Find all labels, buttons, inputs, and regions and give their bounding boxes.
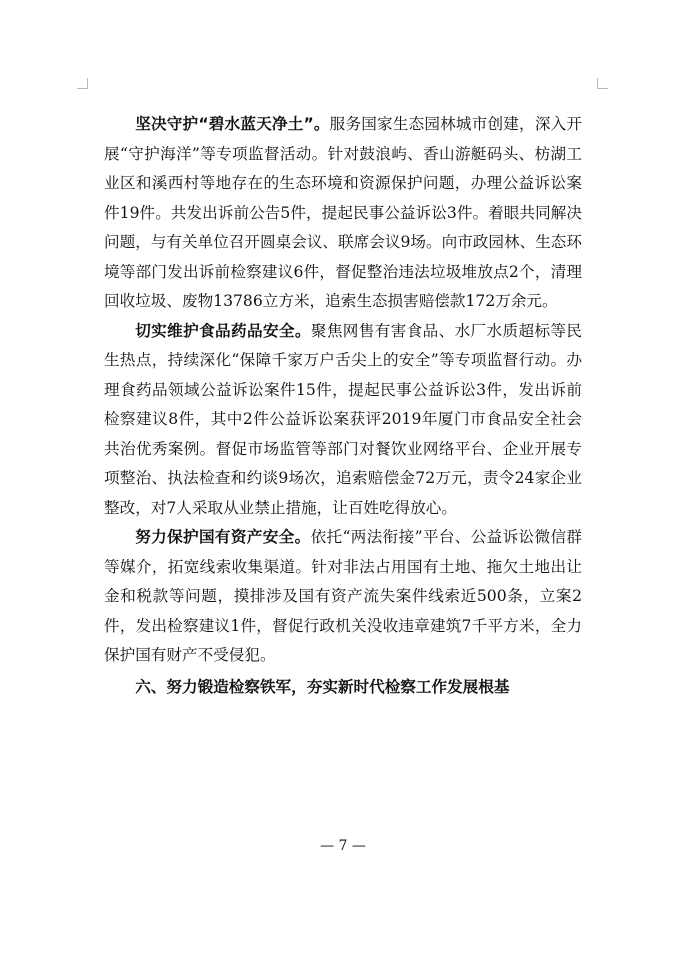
page-number: — 7 —	[320, 838, 366, 854]
crop-mark-top-right	[597, 78, 608, 89]
crop-mark-top-left	[77, 78, 88, 89]
paragraph-food-safety	[104, 317, 582, 524]
paragraph-text: 依托“两法衔接”平台、公益诉讼微信群等媒介，拓宽线索收集渠道。针对非法占用国有土地、拖欠土地出让金和税款等问题，摸排涉及国有资产流失案件线索近500条，立案2件，发出检察建议1件，督促行政机关没收违章建筑7千平方米，全力保护国有财产不受侵犯。	[104, 528, 582, 664]
paragraph-ecology	[104, 110, 582, 317]
section-heading: 六、努力锻造检察铁军，夯实新时代检察工作发展根基	[135, 677, 510, 696]
document-body	[104, 110, 582, 702]
paragraph-lead: 努力保护国有资产安全。	[135, 528, 311, 546]
paragraph-lead: 切实维护食品药品安全。	[135, 321, 311, 340]
paragraph-text: 服务国家生态园林城市创建，深入开展“守护海洋”等专项监督活动。针对鼓浪屿、香山游艇码头、枋湖工业区和溪西村等地存在的生态环境和资源保护问题，办理公益诉讼案件19件。共发出诉前公告5件，提起民事公益诉讼3件。着眼共同解决问题，与有关单位召开圆桌会议、联席会议9场。向市政园林、生态环境等部门发出诉前检察建议6件，督促整治违法垃圾堆放点2个，清理回收垃圾、废物13786立方米，追索生态损害赔偿款172万余元。	[104, 115, 582, 310]
paragraph-lead: 坚决守护“碧水蓝天净土”。	[135, 115, 330, 133]
paragraph-text: 聚焦网售有害食品、水厂水质超标等民生热点，持续深化“保障千家万户舌尖上的安全”等专项监督行动。办理食药品领域公益诉讼案件15件，提起民事公益诉讼3件，发出诉前检察建议8件，其中2件公益诉讼案获评2019年厦门市食品安全社会共治优秀案例。督促市场监管等部门对餐饮业网络平台、企业开展专项整治、执法检查和约谈9场次，追索赔偿金72万元，责令24家企业整改，对7人采取从业禁止措施，让百姓吃得放心。	[104, 321, 582, 517]
paragraph-state-assets	[104, 523, 582, 671]
